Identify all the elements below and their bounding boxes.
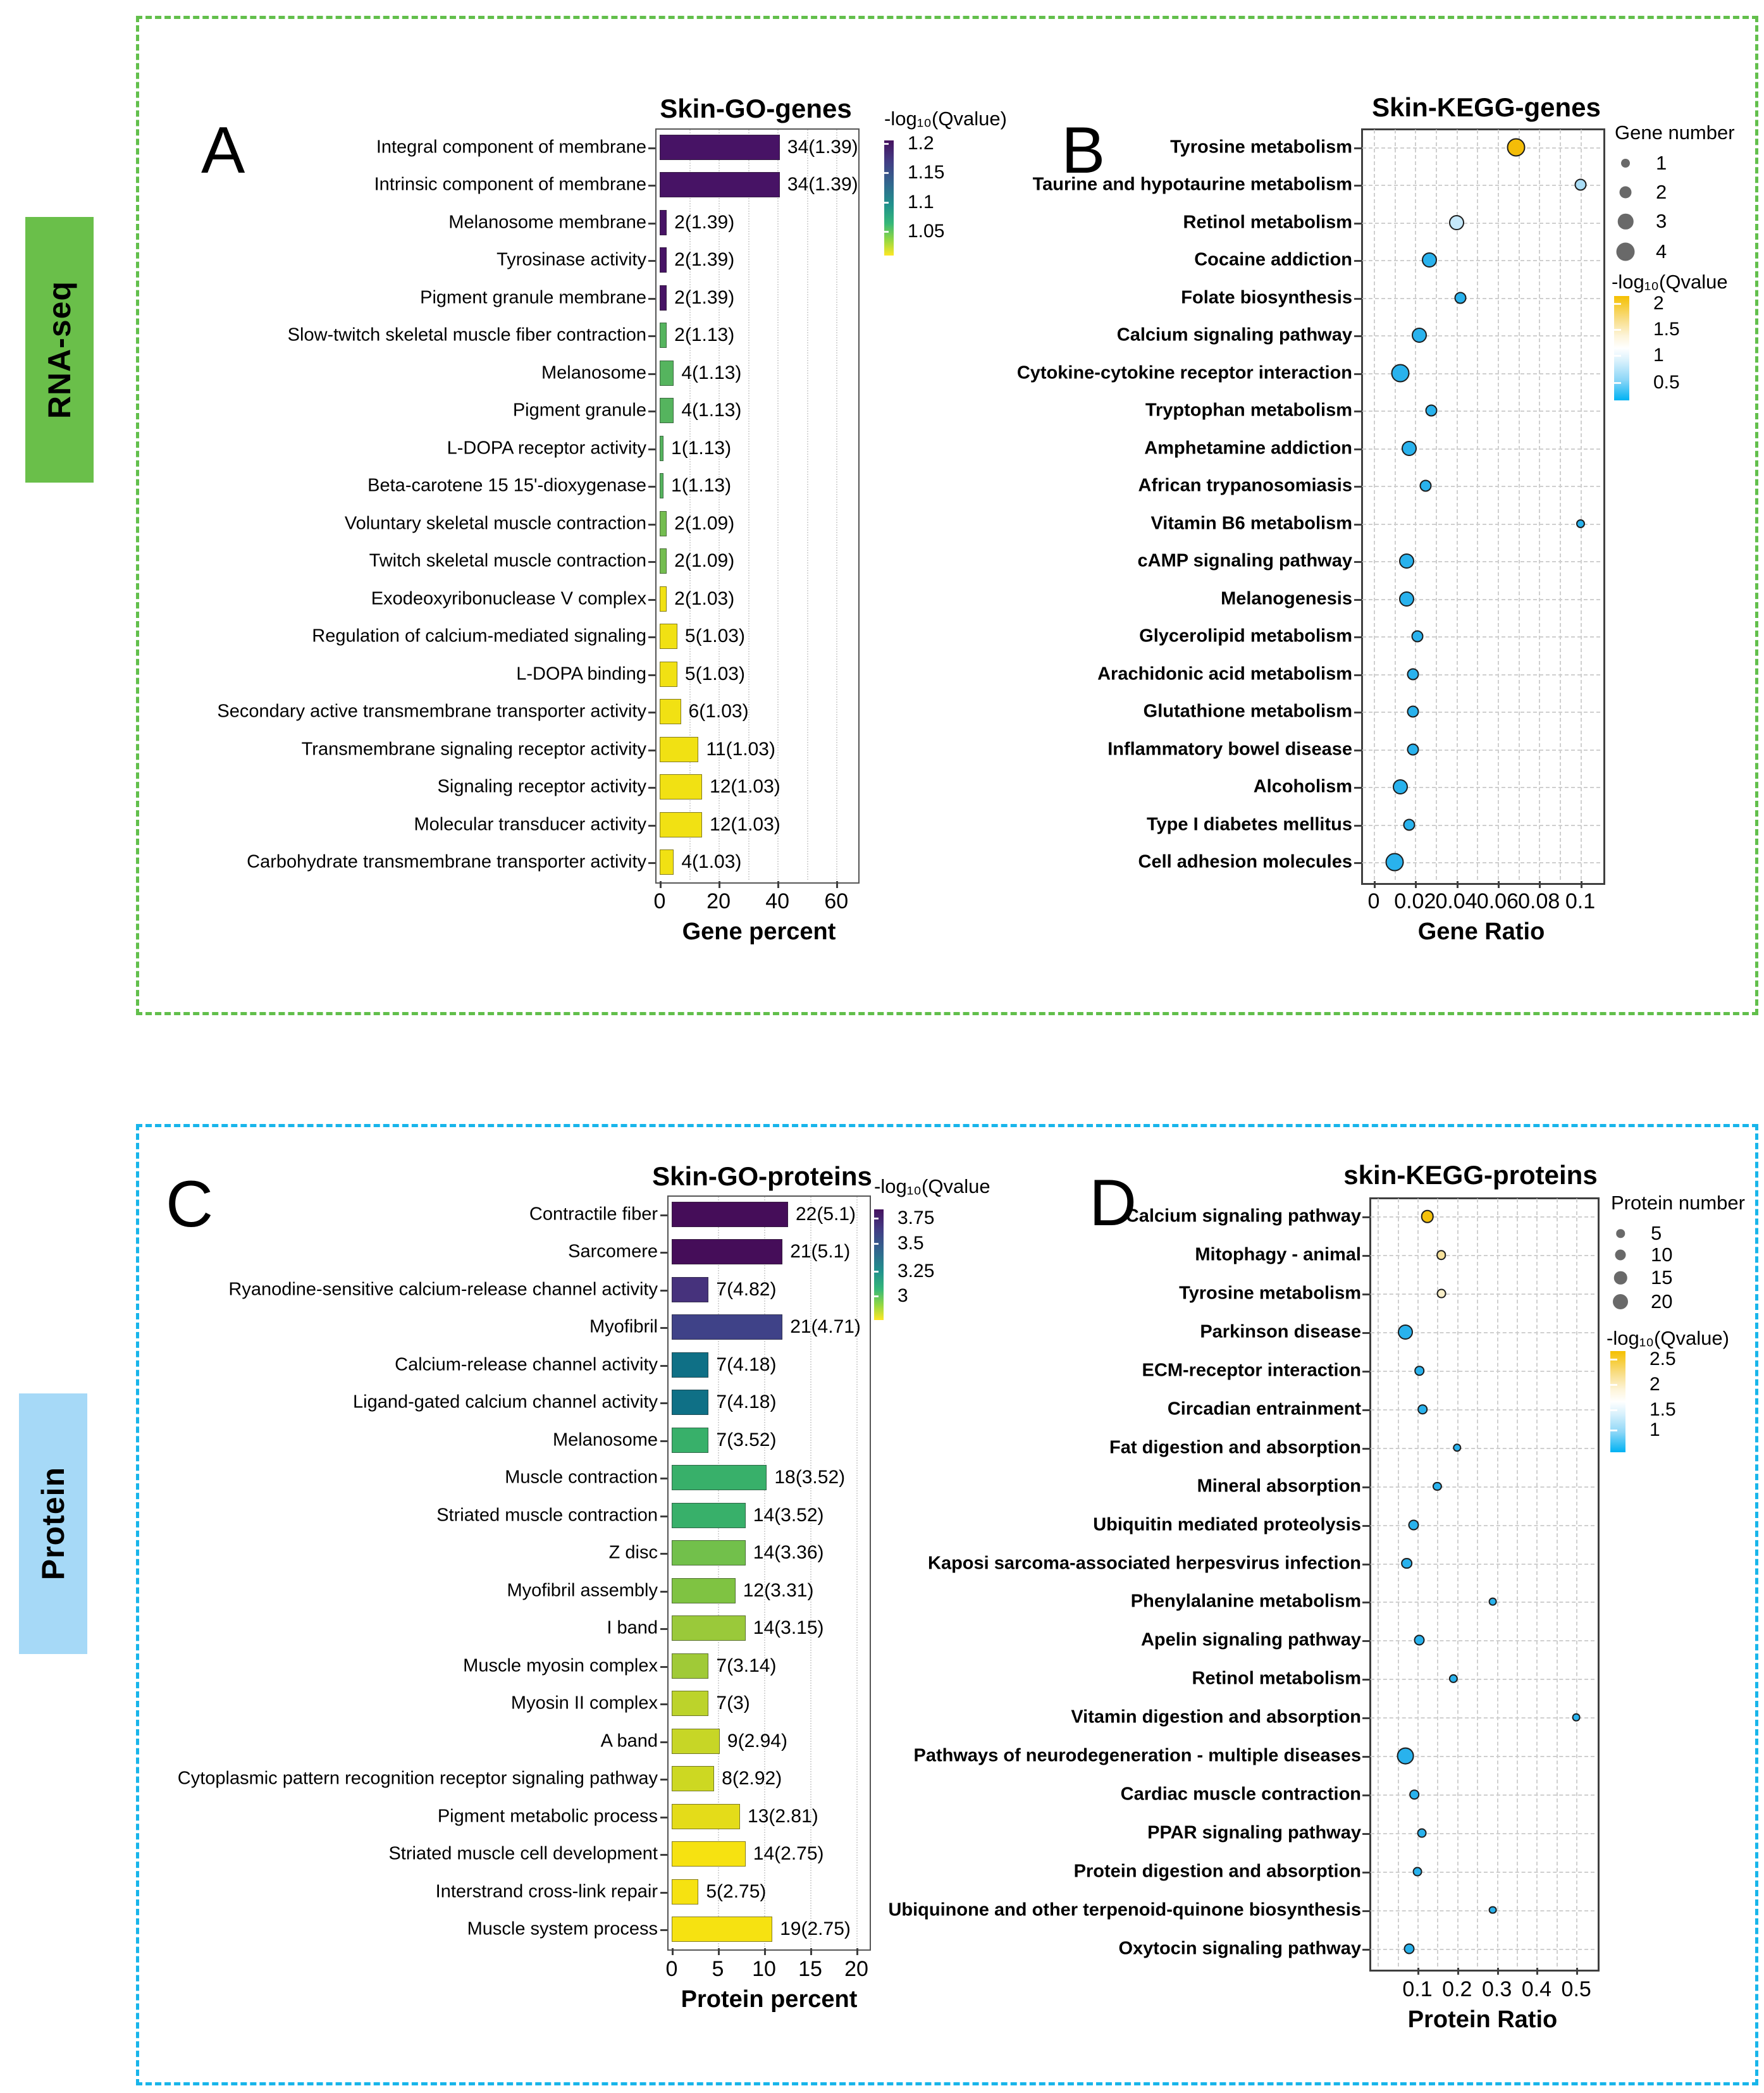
go-term-label: Signaling receptor activity (437, 776, 646, 797)
gridline-vertical (1437, 1199, 1438, 1966)
x-axis-tick (1576, 1968, 1578, 1975)
pathway-label: Cytokine-cytokine receptor interaction (1016, 362, 1352, 383)
bar-value-label: 1(1.13) (671, 475, 732, 497)
bar-value-label: 9(2.94) (727, 1730, 787, 1751)
bar-value-label: 2(1.09) (674, 512, 735, 534)
y-axis-tick (1362, 1872, 1369, 1874)
color-legend-tick-mark (1610, 1409, 1617, 1411)
go-term-label: Z disc (608, 1542, 658, 1563)
gridline-vertical (1517, 1199, 1518, 1966)
size-legend-dot (1616, 1229, 1625, 1238)
x-axis-title: Gene percent (682, 918, 836, 945)
go-term-label: Molecular transducer activity (414, 814, 646, 835)
bar-value-label: 4(1.03) (681, 851, 742, 873)
data-dot (1414, 1366, 1424, 1376)
color-legend-tick-label: 1.15 (908, 161, 945, 183)
panel-title: Skin-KEGG-genes (1372, 92, 1601, 122)
data-dot (1397, 1748, 1414, 1765)
y-axis-tick (1362, 1756, 1369, 1758)
color-legend-tick-label: 1.05 (908, 220, 945, 242)
pathway-label: Retinol metabolism (1192, 1668, 1361, 1689)
pathway-label: Ubiquitin mediated proteolysis (1093, 1514, 1361, 1535)
color-legend-bar (1610, 1351, 1625, 1452)
gridline-vertical (1378, 1199, 1379, 1966)
go-term-label: Slow-twitch skeletal muscle fiber contraction (287, 324, 646, 345)
size-legend-dot (1615, 1250, 1626, 1261)
pathway-label: Type I diabetes mellitus (1146, 814, 1352, 835)
pathway-label: Calcium signaling pathway (1116, 324, 1352, 345)
pathway-label: ECM-receptor interaction (1142, 1360, 1361, 1381)
bar-value-label: 5(1.03) (684, 663, 745, 684)
go-term-label: Pigment granule (512, 400, 646, 421)
go-term-label: Muscle myosin complex (463, 1655, 658, 1676)
pathway-label: Glycerolipid metabolism (1139, 626, 1352, 646)
pathway-label: Pathways of neurodegeneration - multiple diseases (913, 1745, 1361, 1766)
gridline-vertical (1557, 1199, 1558, 1966)
data-dot (1489, 1598, 1497, 1606)
bar-value-label: 7(3.14) (716, 1655, 777, 1676)
gridline-horizontal (1371, 1872, 1594, 1873)
size-legend-label: 3 (1656, 210, 1667, 232)
color-legend-title: -log₁₀(Qvalue (1612, 271, 1728, 293)
bar-value-label: 2(1.39) (674, 211, 735, 233)
bar-value-label: 5(2.75) (706, 1880, 767, 1902)
size-legend-label: 4 (1656, 240, 1667, 262)
bar-value-label: 14(3.15) (753, 1617, 824, 1639)
bar-value-label: 7(4.82) (716, 1278, 777, 1300)
bar-value-label: 21(4.71) (790, 1316, 861, 1338)
pathway-label: Cocaine addiction (1194, 249, 1352, 270)
bar-value-label: 4(1.13) (681, 400, 742, 421)
bar-value-label: 2(1.13) (674, 324, 735, 346)
bar-value-label: 34(1.39) (787, 136, 858, 157)
color-legend-tick-mark (1610, 1359, 1617, 1361)
gridline-horizontal (1371, 1525, 1594, 1526)
x-tick-label: 0 (665, 1957, 678, 1981)
x-axis-title: Gene Ratio (1417, 918, 1545, 945)
gridline-horizontal (1371, 1448, 1594, 1449)
go-term-label: Contractile fiber (529, 1204, 658, 1225)
size-legend-label: 5 (1651, 1222, 1662, 1244)
bar-value-label: 14(2.75) (753, 1843, 824, 1865)
pathway-label: Taurine and hypotaurine metabolism (1032, 174, 1352, 195)
bar-value-label: 5(1.03) (684, 626, 745, 647)
gridline-horizontal (1371, 1679, 1594, 1680)
gridline-vertical (1497, 1199, 1498, 1966)
gridline-vertical (1398, 1199, 1399, 1966)
panel-title: skin-KEGG-proteins (1343, 1160, 1598, 1190)
bar-value-label: 6(1.03) (688, 701, 749, 722)
x-tick-label: 0 (653, 889, 666, 913)
color-legend-title: -log₁₀(Qvalue) (1607, 1327, 1729, 1349)
pathway-label: Alcoholism (1253, 776, 1352, 797)
bar-value-label: 14(3.36) (753, 1542, 824, 1564)
pathway-label: Inflammatory bowel disease (1107, 739, 1352, 760)
y-axis-tick (1362, 1794, 1369, 1796)
color-legend-tick-label: 1.2 (908, 133, 934, 154)
x-tick-label: 0 (1367, 889, 1380, 913)
gridline-horizontal (1371, 1216, 1594, 1218)
color-legend-tick-label: 3 (897, 1285, 908, 1306)
gridline-horizontal (1371, 1293, 1594, 1295)
panel-letter: D (1089, 1166, 1137, 1240)
bar-value-label: 8(2.92) (722, 1768, 782, 1789)
data-dot (1453, 1443, 1462, 1452)
go-term-label: Tyrosinase activity (497, 249, 646, 270)
gridline-vertical (1536, 1199, 1538, 1966)
pathway-label: Mineral absorption (1197, 1476, 1361, 1497)
x-tick-label: 0.2 (1442, 1977, 1472, 2001)
pathway-label: Calcium signaling pathway (1125, 1206, 1361, 1226)
pathway-label: Tryptophan metabolism (1145, 400, 1352, 421)
gridline-horizontal (1371, 1371, 1594, 1372)
bar-value-label: 2(1.09) (674, 550, 735, 572)
go-term-label: Twitch skeletal muscle contraction (369, 550, 646, 571)
panel-title: Skin-GO-proteins (652, 1161, 872, 1191)
gridline-vertical (1576, 1199, 1577, 1966)
go-term-label: I band (607, 1617, 658, 1638)
gridline-horizontal (1371, 1486, 1594, 1488)
pathway-label: Vitamin B6 metabolism (1150, 513, 1352, 534)
y-axis-tick (1362, 1216, 1369, 1218)
x-axis-title: Protein Ratio (1407, 2006, 1558, 2033)
pathway-label: Protein digestion and absorption (1073, 1861, 1361, 1882)
x-axis-tick (1417, 1968, 1419, 1975)
data-dot (1413, 1867, 1422, 1876)
pathway-label: Ubiquinone and other terpenoid-quinone biosynthesis (888, 1899, 1361, 1920)
panel-title: Skin-GO-genes (660, 94, 852, 123)
size-legend-label: 20 (1651, 1290, 1673, 1312)
color-legend-tick-label: 3.25 (897, 1261, 935, 1281)
go-term-label: Sarcomere (568, 1241, 658, 1262)
pathway-label: Folate biosynthesis (1181, 287, 1352, 308)
bar-value-label: 12(3.31) (743, 1579, 814, 1601)
go-term-label: Melanosome (552, 1429, 658, 1450)
pathway-label: Parkinson disease (1200, 1321, 1361, 1342)
x-tick-label: 20 (706, 889, 731, 913)
y-axis-tick (1362, 1640, 1369, 1642)
bar-value-label: 34(1.39) (787, 174, 858, 195)
data-dot (1409, 1789, 1419, 1800)
y-axis-tick (1362, 1679, 1369, 1681)
go-term-label: Myofibril assembly (507, 1580, 658, 1601)
size-legend-title: Protein number (1611, 1192, 1745, 1214)
bar-value-label: 4(1.13) (681, 362, 742, 383)
go-term-label: L-DOPA receptor activity (447, 438, 646, 459)
pathway-label: Arachidonic acid metabolism (1097, 664, 1352, 684)
y-axis-tick (1362, 1833, 1369, 1835)
go-term-label: A band (600, 1731, 658, 1751)
go-term-label: Cytoplasmic pattern recognition receptor signaling pathway (177, 1768, 658, 1789)
pathway-label: Tyrosine metabolism (1170, 137, 1352, 157)
pathway-label: Oxytocin signaling pathway (1118, 1938, 1361, 1959)
pathway-label: Circadian entrainment (1167, 1398, 1361, 1419)
go-term-label: L-DOPA binding (516, 664, 646, 684)
y-axis-tick (1362, 1255, 1369, 1257)
bar-value-label: 1(1.13) (671, 437, 732, 459)
size-legend-label: 1 (1656, 152, 1667, 174)
gridline-horizontal (1371, 1910, 1594, 1911)
plot-area (1369, 1197, 1600, 1972)
x-tick-label: 20 (844, 1957, 868, 1981)
gridline-horizontal (1371, 1640, 1594, 1641)
y-axis-tick (1362, 1602, 1369, 1603)
pathway-label: Melanogenesis (1221, 588, 1352, 609)
x-axis-title: Protein percent (681, 1986, 858, 2013)
y-axis-tick (1362, 1910, 1369, 1912)
pathway-label: Retinol metabolism (1183, 212, 1352, 233)
color-legend-tick-label: 1.5 (1653, 318, 1680, 340)
bar-value-label: 7(3.52) (716, 1429, 777, 1450)
go-term-label: Myosin II complex (510, 1693, 658, 1713)
x-axis-tick (1497, 1968, 1499, 1975)
y-axis-tick (1362, 1332, 1369, 1334)
data-dot (1489, 1906, 1497, 1914)
go-term-label: Muscle contraction (505, 1467, 658, 1488)
pathway-label: Glutathione metabolism (1143, 701, 1352, 722)
x-axis-tick (1536, 1968, 1538, 1975)
go-term-label: Secondary active transmembrane transporter activity (217, 701, 646, 722)
x-tick-label: 40 (765, 889, 790, 913)
color-legend-tick-label: 2.5 (1650, 1348, 1676, 1369)
bar-value-label: 21(5.1) (790, 1241, 851, 1263)
pathway-label: Amphetamine addiction (1144, 438, 1352, 459)
go-term-label: Pigment granule membrane (420, 287, 646, 308)
protein-side-label-text: Protein (35, 1467, 71, 1581)
data-dot (1436, 1289, 1446, 1299)
go-term-label: Interstrand cross-link repair (435, 1881, 658, 1902)
x-tick-label: 0.08 (1518, 889, 1560, 913)
data-dot (1436, 1250, 1446, 1261)
go-term-label: Carbohydrate transmembrane transporter activity (247, 851, 646, 872)
data-dot (1417, 1404, 1428, 1414)
x-axis-tick (1457, 1968, 1459, 1975)
color-legend-tick-label: 0.5 (1653, 371, 1680, 393)
gridline-horizontal (1371, 1794, 1594, 1796)
y-axis-tick (1362, 1409, 1369, 1411)
size-legend-label: 2 (1656, 181, 1667, 203)
gridline-horizontal (1371, 1409, 1594, 1411)
go-term-label: Beta-carotene 15 15'-dioxygenase (367, 475, 646, 496)
panel-letter: B (1061, 114, 1106, 187)
size-legend-label: 15 (1651, 1266, 1673, 1288)
go-term-label: Calcium-release channel activity (395, 1354, 658, 1375)
y-axis-tick (1362, 1949, 1369, 1951)
bar-value-label: 7(4.18) (716, 1354, 777, 1375)
data-dot (1404, 1943, 1415, 1954)
x-tick-label: 0.02 (1394, 889, 1436, 913)
gridline-horizontal (1371, 1255, 1594, 1256)
bar-value-label: 22(5.1) (795, 1203, 856, 1225)
y-axis-tick (1362, 1293, 1369, 1295)
pathway-label: Cardiac muscle contraction (1120, 1784, 1361, 1805)
size-legend-label: 10 (1651, 1244, 1673, 1266)
bar-value-label: 11(1.03) (706, 738, 775, 760)
y-axis-tick (1362, 1564, 1369, 1565)
gridline-vertical (1477, 1199, 1478, 1966)
color-legend-tick-label: 3.5 (897, 1233, 924, 1254)
panel-letter: A (201, 114, 245, 187)
x-tick-label: 0.5 (1561, 1977, 1591, 2001)
data-dot (1417, 1828, 1426, 1837)
pathway-label: Kaposi sarcoma-associated herpesvirus infection (928, 1553, 1361, 1574)
pathway-label: PPAR signaling pathway (1147, 1822, 1361, 1843)
y-axis-tick (1362, 1371, 1369, 1373)
go-term-label: Ryanodine-sensitive calcium-release channel activity (228, 1279, 658, 1300)
pathway-label: Phenylalanine metabolism (1130, 1591, 1361, 1612)
go-term-label: Ligand-gated calcium channel activity (353, 1392, 658, 1412)
go-term-label: Striated muscle contraction (436, 1505, 658, 1526)
go-term-label: Muscle system process (467, 1918, 658, 1939)
size-legend-title: Gene number (1615, 121, 1735, 144)
go-term-label: Melanosome (541, 362, 646, 383)
x-tick-label: 0.1 (1402, 1977, 1433, 2001)
pathway-label: Cell adhesion molecules (1138, 851, 1352, 872)
go-term-label: Regulation of calcium-mediated signaling (312, 626, 646, 646)
x-tick-label: 0.06 (1476, 889, 1519, 913)
pathway-label: African trypanosomiasis (1138, 475, 1352, 496)
rna-seq-side-label-text: RNA-seq (42, 280, 77, 419)
color-legend-tick-label: 1.1 (908, 192, 934, 213)
x-tick-label: 60 (824, 889, 849, 913)
gridline-vertical (1417, 1199, 1419, 1966)
pathway-label: cAMP signaling pathway (1137, 550, 1352, 571)
gridline-horizontal (1371, 1602, 1594, 1603)
bar-value-label: 18(3.52) (774, 1467, 846, 1488)
color-legend-tick-mark (1610, 1384, 1617, 1386)
x-tick-label: 5 (712, 1957, 724, 1981)
x-tick-label: 0.4 (1521, 1977, 1552, 2001)
bar-value-label: 13(2.81) (748, 1805, 818, 1827)
bar-value-label: 2(1.39) (674, 249, 735, 271)
pathway-label: Vitamin digestion and absorption (1071, 1707, 1361, 1727)
pathway-label: Apelin signaling pathway (1140, 1629, 1361, 1650)
go-term-label: Intrinsic component of membrane (374, 174, 646, 195)
color-legend-title: -log₁₀(Qvalue) (884, 108, 1007, 130)
color-legend-tick-label: 3.75 (897, 1207, 935, 1228)
bar-value-label: 2(1.39) (674, 287, 735, 308)
pathway-label: Fat digestion and absorption (1109, 1437, 1361, 1458)
color-legend-tick-label: 1 (1653, 345, 1664, 366)
y-axis-tick (1362, 1717, 1369, 1719)
data-dot (1421, 1210, 1434, 1223)
bar-value-label: 12(1.03) (710, 776, 780, 798)
gridline-vertical (1457, 1199, 1459, 1966)
bar-value-label: 2(1.03) (674, 588, 735, 609)
x-tick-label: 0.04 (1435, 889, 1477, 913)
go-term-label: Voluntary skeletal muscle contraction (344, 513, 646, 534)
data-dot (1414, 1635, 1425, 1646)
size-legend-dot (1613, 1294, 1628, 1309)
color-legend-tick-label: 2 (1653, 292, 1664, 314)
bar-value-label: 7(3) (716, 1693, 750, 1714)
bar-value-label: 12(1.03) (710, 813, 780, 835)
go-term-label: Transmembrane signaling receptor activity (301, 739, 646, 760)
go-term-label: Melanosome membrane (448, 212, 646, 233)
pathway-label: Tyrosine metabolism (1179, 1283, 1361, 1304)
x-tick-label: 0.3 (1481, 1977, 1512, 2001)
gridline-horizontal (1371, 1833, 1594, 1834)
data-dot (1572, 1713, 1581, 1722)
data-dot (1398, 1324, 1413, 1340)
go-term-label: Exodeoxyribonuclease V complex (371, 588, 646, 609)
color-legend-tick-label: 1 (1650, 1419, 1660, 1440)
color-legend-tick-label: 2 (1650, 1373, 1660, 1395)
color-legend-tick-mark (1610, 1429, 1617, 1431)
x-tick-label: 10 (752, 1957, 776, 1981)
y-axis-tick (1362, 1486, 1369, 1488)
go-term-label: Striated muscle cell development (388, 1843, 658, 1864)
x-tick-label: 0.1 (1565, 889, 1596, 913)
data-dot (1408, 1519, 1419, 1530)
go-term-label: Integral component of membrane (376, 137, 646, 157)
go-term-label: Myofibril (589, 1316, 658, 1337)
go-term-label: Pigment metabolic process (437, 1806, 658, 1827)
x-tick-label: 15 (798, 1957, 822, 1981)
bar-value-label: 19(2.75) (780, 1918, 851, 1940)
gridline-horizontal (1371, 1717, 1594, 1719)
size-legend-dot (1614, 1271, 1627, 1285)
y-axis-tick (1362, 1525, 1369, 1527)
bar-value-label: 7(4.18) (716, 1392, 777, 1413)
pathway-label: Mitophagy - animal (1195, 1244, 1361, 1265)
bar-value-label: 14(3.52) (753, 1504, 824, 1526)
data-dot (1401, 1558, 1412, 1569)
color-legend-tick-label: 1.5 (1650, 1398, 1676, 1420)
y-axis-tick (1362, 1448, 1369, 1450)
panel-letter: C (166, 1168, 214, 1241)
color-legend-title: -log₁₀(Qvalue (874, 1175, 990, 1197)
